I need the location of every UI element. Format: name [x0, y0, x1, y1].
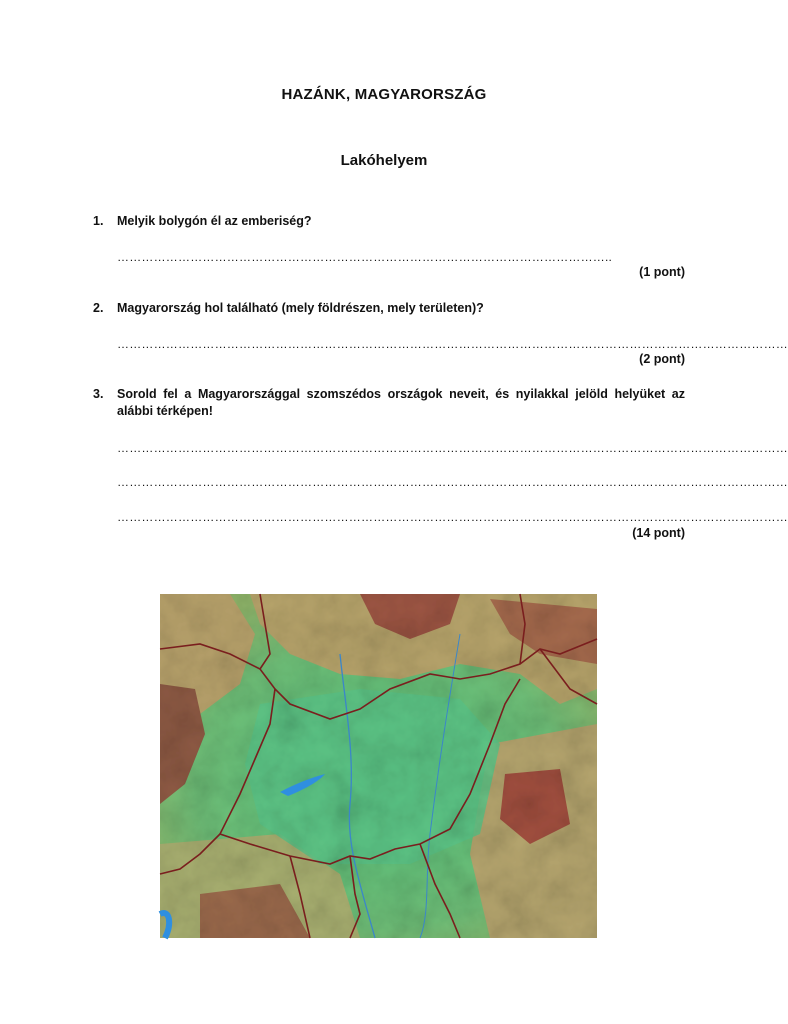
question-text: Sorold fel a Magyarországgal szomszédos országok neveit, és nyilakkal jelöld helyüket az alábbi térképen! [117, 387, 685, 418]
question-3 [93, 386, 685, 420]
points-label: (1 pont) [639, 265, 685, 279]
page-subtitle: Lakóhelyem [340, 152, 428, 169]
answer-line[interactable]: ………………………………………………………………………………………………………………………………………………… [117, 475, 788, 489]
answer-line[interactable]: ………………………………………………………………………………………………………………………………………………… [117, 337, 788, 351]
answer-line[interactable]: ………………………………………………………………………………………………………………………………………………… [117, 441, 788, 455]
question-number: 1. [93, 214, 104, 228]
page-title: HAZÁNK, MAGYARORSZÁG [281, 86, 487, 103]
points-label: (2 pont) [639, 352, 685, 366]
question-text: Magyarország hol található (mely földrészen, mely területen)? [117, 301, 484, 315]
great-plain [245, 689, 500, 864]
question-text: Melyik bolygón él az emberiség? [117, 214, 312, 228]
answer-line[interactable]: ………………………………………………………………………………………………………….. [117, 250, 613, 264]
question-2 [93, 300, 685, 317]
relief-map [160, 594, 597, 938]
answer-line[interactable]: ………………………………………………………………………………………………………………………………………………… [117, 510, 788, 524]
question-1 [93, 213, 685, 230]
question-number: 2. [93, 301, 104, 315]
points-label: (14 pont) [632, 526, 685, 540]
relief-map-svg [160, 594, 597, 938]
question-number: 3. [93, 387, 104, 401]
